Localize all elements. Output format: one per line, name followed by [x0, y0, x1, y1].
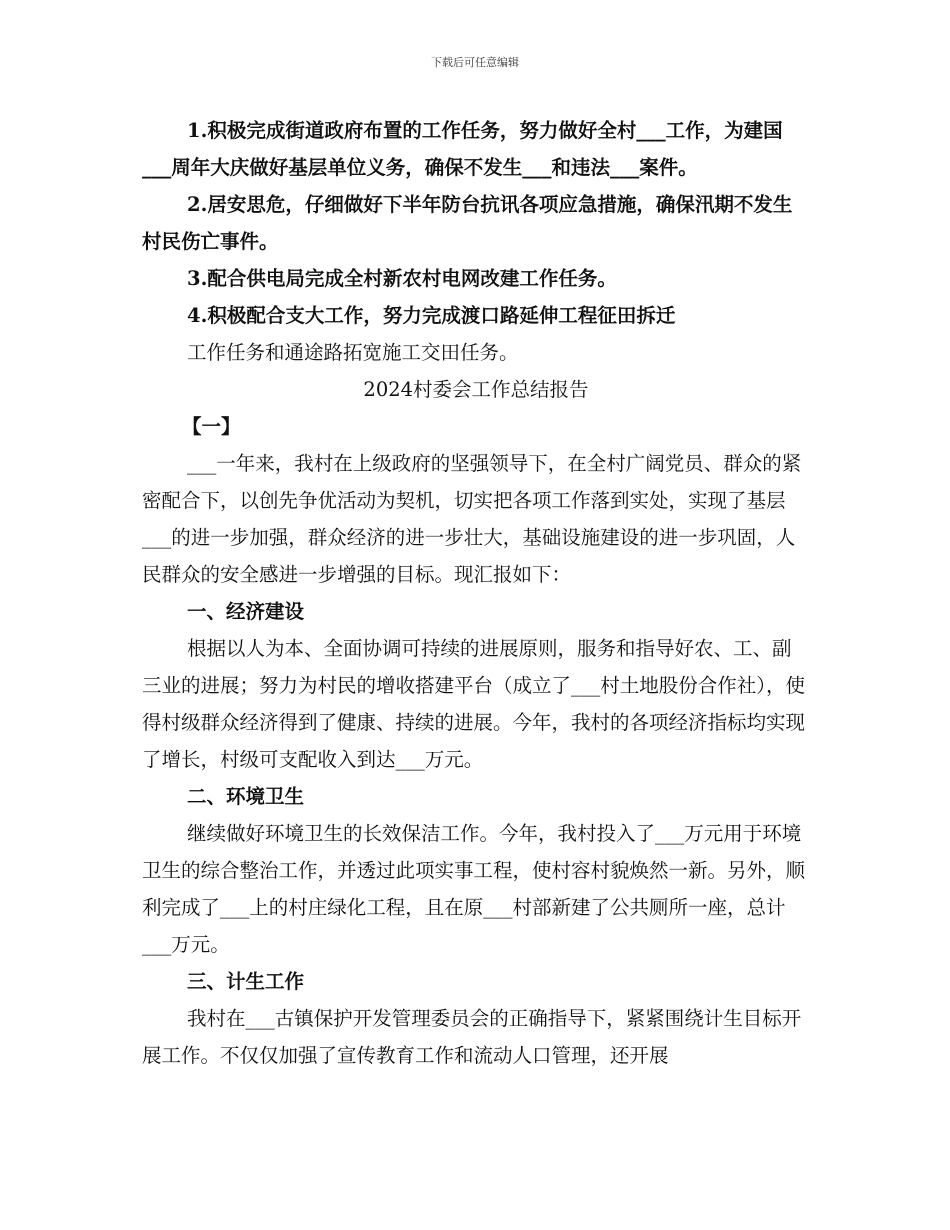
section-body-environment: 继续做好环境卫生的长效保洁工作。今年，我村投入了___万元用于环境卫生的综合整治工作，并透过此项实事工程，使村容村貌焕然一新。另外，顺利完成了___上的村庄绿化工程，且在原___村部新建了公共厕所一座，总计___万元。 [142, 822, 806, 956]
task-item-2: 2.居安思危，仔细做好下半年防台抗讯各项应急措施，确保汛期不发生村民伤亡事件。 [142, 193, 793, 253]
task-item-3: 3.配合供电局完成全村新农村电网改建工作任务。 [187, 267, 617, 290]
task-item-4: 4.积极配合支大工作，努力完成渡口路延伸工程征田拆迁 [187, 304, 676, 327]
part-label: 【一】 [182, 415, 241, 438]
section-heading-environment: 二、环境卫生 [187, 785, 305, 808]
task-continuation: 工作任务和通途路拓宽施工交田任务。 [187, 341, 519, 364]
section-heading-economy: 一、经济建设 [187, 600, 305, 623]
section-heading-family-planning: 三、计生工作 [187, 970, 305, 993]
section-body-economy: 根据以人为本、全面协调可持续的进展原则，服务和指导好农、工、副三业的进展；努力为村民的增收搭建平台（成立了___村土地股份合作社），使得村级群众经济得到了健康、持续的进展。今年，我村的各项经济指标均实现了增长，村级可支配收入到达___万元。 [142, 637, 806, 771]
report-title: 2024村委会工作总结报告 [363, 378, 589, 401]
task-item-1: 1.积极完成街道政府布置的工作任务，努力做好全村___工作，为建国___周年大庆做好基层单位义务，确保不发生___和违法___案件。 [142, 119, 783, 179]
section-body-family-planning: 我村在___古镇保护开发管理委员会的正确指导下，紧紧围绕计生目标开展工作。不仅仅加强了宣传教育工作和流动人口管理，还开展 [142, 1007, 802, 1067]
document-body [142, 112, 810, 1074]
intro-paragraph: ___一年来，我村在上级政府的坚强领导下，在全村广阔党员、群众的紧密配合下，以创先争优活动为契机，切实把各项工作落到实处，实现了基层___的进一步加强，群众经济的进一步壮大，基础设施建设的进一步巩固，人民群众的安全感进一步增强的目标。现汇报如下： [142, 452, 802, 586]
page-header: 下载后可任意编辑 [431, 56, 519, 69]
